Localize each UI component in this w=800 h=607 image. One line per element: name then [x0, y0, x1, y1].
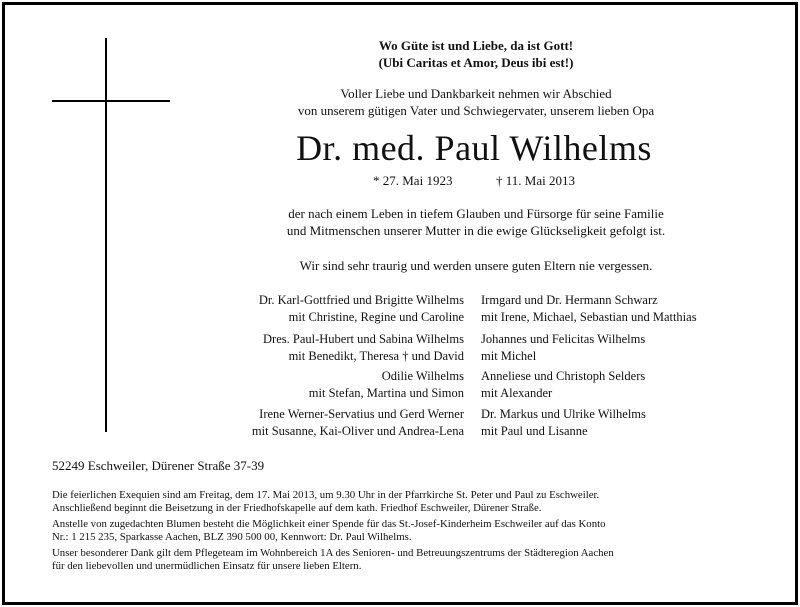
family-children: mit Alexander [481, 385, 553, 400]
family-children: mit Irene, Michael, Sebastian und Matthias [481, 309, 697, 324]
family-names: Anneliese und Christoph Selders [481, 369, 646, 383]
thanks-line-2: für den liebevollen und unermüdlichen Einsatz für unsere lieben Eltern. [52, 560, 362, 572]
tribute-line-2: und Mitmenschen unserer Mutter in die ewige Glückseligkeit gefolgt ist. [286, 223, 666, 238]
family-children: mit Paul und Lisanne [481, 423, 588, 438]
intro-line-1: Voller Liebe und Dankbarkeit nehmen wir Abschied [340, 86, 612, 101]
tribute-line-1: der nach einem Leben in tiefem Glauben und Fürsorge für seine Familie [288, 206, 664, 221]
death-date: † 11. Mai 2013 [496, 173, 575, 188]
deceased-name: Dr. med. Paul Wilhelms [296, 128, 652, 168]
family-names: Odilie Wilhelms [381, 369, 464, 383]
family-names: Johannes und Felicitas Wilhelms [481, 332, 646, 346]
intro-line-2: von unserem gütigen Vater und Schwiegervater, unserem lieben Opa [297, 103, 655, 118]
family-right-2 [481, 331, 645, 364]
family-names: Dr. Markus und Ulrike Wilhelms [481, 407, 646, 421]
thanks-line-1: Unser besonderer Dank gilt dem Pflegeteam im Wohnbereich 1A des Senioren- und Betreuungszentrums der Städteregion Aachen [52, 547, 614, 559]
family-right-4 [481, 406, 646, 439]
family-children: mit Susanne, Kai-Oliver und Andrea-Lena [251, 423, 464, 438]
exequien-line-1: Die feierlichen Exequien sind am Freitag, dem 17. Mai 2013, um 9.30 Uhr in der Pfarrkirche St. Peter und Paul zu Eschweiler. [52, 489, 600, 501]
family-left-1 [259, 292, 464, 325]
donation-line-1: Anstelle von zugedachten Blumen besteht die Möglichkeit einer Spende für das St.-Josef-Kinderheim Eschweiler auf das Konto [52, 518, 606, 530]
birth-date: * 27. Mai 1923 [373, 173, 453, 188]
motto-line-2: (Ubi Caritas et Amor, Deus ibi est!) [378, 55, 574, 70]
family-right-1 [481, 292, 697, 325]
family-left-3 [309, 368, 464, 401]
family-names: Dr. Karl-Gottfried und Brigitte Wilhelms [258, 293, 464, 307]
family-left-2 [263, 331, 464, 364]
family-right-3 [481, 368, 645, 401]
family-names: Irmgard und Dr. Hermann Schwarz [481, 293, 658, 307]
motto-line-1: Wo Güte ist und Liebe, da ist Gott! [378, 38, 574, 53]
family-left-4 [252, 406, 464, 439]
family-children: mit Michel [481, 348, 537, 363]
remembrance-text: Wir sind sehr traurig und werden unsere guten Eltern nie vergessen. [299, 258, 653, 273]
family-children: mit Stefan, Martina und Simon [308, 385, 464, 400]
family-children: mit Benedikt, Theresa † und David [288, 348, 464, 363]
family-children: mit Christine, Regine und Caroline [288, 309, 464, 324]
family-names: Irene Werner-Servatius und Gerd Werner [259, 407, 464, 421]
donation-line-2: Nr.: 1 215 235, Sparkasse Aachen, BLZ 390 500 00, Kennwort: Dr. Paul Wilhelms. [52, 531, 412, 543]
family-names: Dres. Paul-Hubert und Sabina Wilhelms [263, 332, 464, 346]
exequien-line-2: Anschließend beginnt die Beisetzung in der Friedhofskapelle auf dem kath. Friedhof Eschweiler, Dürener Straße. [52, 502, 542, 514]
address: 52249 Eschweiler, Dürener Straße 37-39 [52, 458, 265, 473]
